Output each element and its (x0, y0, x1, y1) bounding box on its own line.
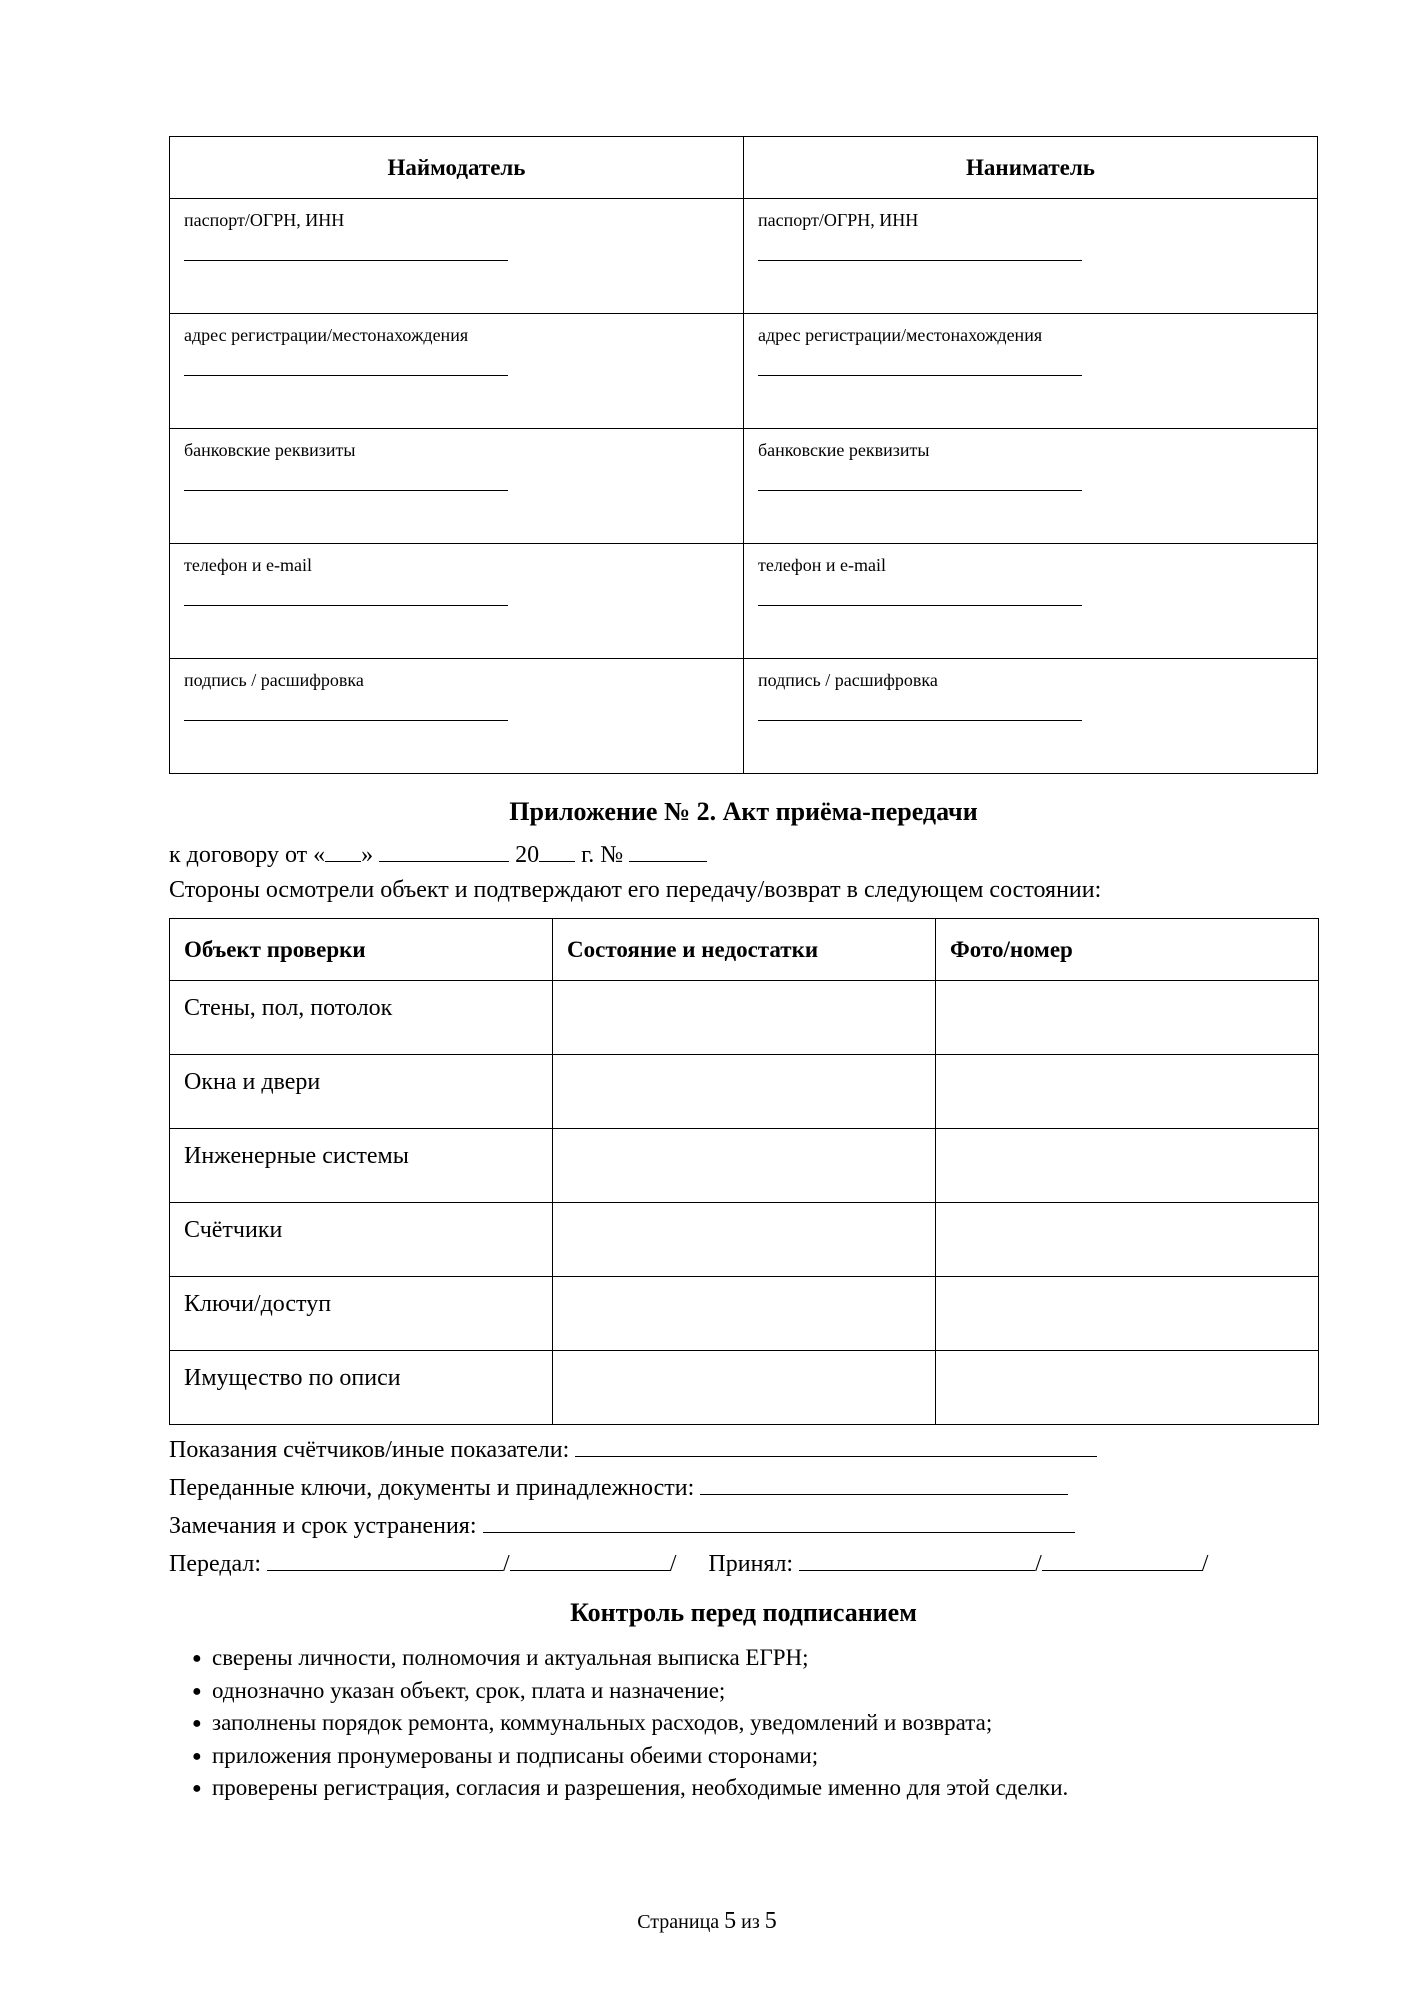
object-cell: Ключи/доступ (170, 1277, 553, 1351)
current-page-number: 5 (724, 1908, 737, 1934)
tenant-contact-cell[interactable] (744, 544, 1318, 659)
photo-cell[interactable] (936, 981, 1319, 1055)
act-intro: Стороны осмотрели объект и подтверждают его передачу/возврат в следующем состоянии: (169, 877, 1102, 903)
object-cell: Окна и двери (170, 1055, 553, 1129)
contract-ref-text: 20 (509, 842, 540, 868)
year-blank[interactable] (539, 839, 575, 862)
page-footer (0, 1908, 1414, 1935)
object-cell: Счётчики (170, 1203, 553, 1277)
photo-cell[interactable] (936, 1055, 1319, 1129)
fill-line (758, 260, 1082, 261)
list-item (192, 1642, 1068, 1675)
table-row (170, 981, 1319, 1055)
list-item (192, 1740, 1068, 1773)
fill-line (184, 490, 508, 491)
landlord-header: Наймодатель (170, 137, 744, 199)
number-blank[interactable] (629, 839, 707, 862)
object-cell: Имущество по описи (170, 1351, 553, 1425)
table-row (170, 1277, 1319, 1351)
field-label: подпись / расшифровка (184, 670, 364, 690)
separator-slash: / (1201, 1551, 1209, 1577)
condition-cell[interactable] (553, 1055, 936, 1129)
photo-cell[interactable] (936, 1129, 1319, 1203)
fill-line (758, 720, 1082, 721)
fill-line (184, 375, 508, 376)
tenant-id-cell[interactable] (744, 199, 1318, 314)
meters-blank[interactable] (575, 1434, 1097, 1457)
tenant-signature-cell[interactable] (744, 659, 1318, 774)
photo-column-header: Фото/номер (936, 919, 1319, 981)
bullet-icon: ● (192, 1780, 202, 1797)
received-name-blank[interactable] (1042, 1548, 1202, 1571)
table-row (170, 314, 1318, 429)
list-item-text: заполнены порядок ремонта, коммунальных расходов, уведомлений и возврата; (212, 1710, 993, 1735)
table-row (170, 1055, 1319, 1129)
condition-cell[interactable] (553, 981, 936, 1055)
landlord-bank-cell[interactable] (170, 429, 744, 544)
fill-line (758, 375, 1082, 376)
separator-slash: / (669, 1551, 677, 1577)
field-label: банковские реквизиты (184, 440, 356, 460)
list-item-text: однозначно указан объект, срок, плата и назначение; (212, 1677, 726, 1703)
field-label: паспорт/ОГРН, ИНН (758, 210, 919, 230)
table-row (170, 659, 1318, 774)
fill-line (184, 720, 508, 721)
table-row (170, 1351, 1319, 1425)
object-cell: Стены, пол, потолок (170, 981, 553, 1055)
condition-cell[interactable] (553, 1203, 936, 1277)
photo-cell[interactable] (936, 1203, 1319, 1277)
parties-table (169, 136, 1318, 774)
list-item-text: сверены личности, полномочия и актуальная выписка ЕГРН; (212, 1645, 809, 1670)
bullet-icon: ● (192, 1747, 202, 1765)
gave-name-blank[interactable] (510, 1548, 670, 1571)
handover-line (169, 1548, 1208, 1578)
bullet-icon: ● (192, 1715, 202, 1732)
meters-label: Показания счётчиков/иные показатели: (169, 1437, 576, 1463)
field-label: телефон и e-mail (184, 555, 312, 575)
field-label: адрес регистрации/местонахождения (758, 325, 1043, 345)
gave-label: Передал: (169, 1551, 268, 1577)
keys-blank[interactable] (700, 1472, 1068, 1495)
table-row (170, 1203, 1319, 1277)
landlord-contact-cell[interactable] (170, 544, 744, 659)
landlord-address-cell[interactable] (170, 314, 744, 429)
photo-cell[interactable] (936, 1351, 1319, 1425)
object-column-header: Объект проверки (170, 919, 553, 981)
meters-line (169, 1434, 1097, 1464)
landlord-id-cell[interactable] (170, 199, 744, 314)
bullet-icon: ● (192, 1682, 202, 1700)
table-row (170, 429, 1318, 544)
fill-line (758, 605, 1082, 606)
field-label: адрес регистрации/местонахождения (184, 325, 469, 345)
control-title: Контроль перед подписанием (570, 1598, 917, 1627)
tenant-header: Наниматель (744, 137, 1318, 199)
fill-line (184, 260, 508, 261)
table-row (170, 199, 1318, 314)
received-signature-blank[interactable] (799, 1548, 1035, 1571)
condition-cell[interactable] (553, 1277, 936, 1351)
separator-slash: / (1035, 1551, 1042, 1577)
table-row (170, 544, 1318, 659)
keys-line (169, 1472, 1068, 1502)
table-row (170, 1129, 1319, 1203)
keys-label: Переданные ключи, документы и принадлежности: (169, 1475, 701, 1501)
list-item (192, 1707, 1068, 1740)
gave-signature-blank[interactable] (267, 1548, 503, 1571)
list-item-text: приложения пронумерованы и подписаны обеими сторонами; (212, 1742, 819, 1768)
contract-ref-text: к договору от « (169, 842, 326, 868)
remarks-line (169, 1510, 1075, 1540)
month-blank[interactable] (379, 839, 509, 862)
appendix-title: Приложение № 2. Акт приёма-передачи (509, 797, 978, 826)
page-of-label: из (741, 1911, 760, 1933)
total-pages-number: 5 (764, 1908, 777, 1934)
page-label: Страница (637, 1911, 720, 1933)
condition-column-header: Состояние и недостатки (553, 919, 936, 981)
act-table (169, 918, 1319, 1425)
list-item (192, 1772, 1068, 1805)
field-label: телефон и e-mail (758, 555, 886, 575)
contract-ref-text: » (361, 842, 380, 868)
tenant-bank-cell[interactable] (744, 429, 1318, 544)
condition-cell[interactable] (553, 1351, 936, 1425)
field-label: банковские реквизиты (758, 440, 930, 460)
contract-ref-text: г. № (575, 842, 630, 868)
separator-slash: / (503, 1551, 510, 1577)
list-item-text: проверены регистрация, согласия и разрешения, необходимые именно для этой сделки. (212, 1775, 1069, 1800)
field-label: паспорт/ОГРН, ИНН (184, 210, 345, 230)
bullet-icon: ● (192, 1650, 202, 1667)
landlord-signature-cell[interactable] (170, 659, 744, 774)
control-checklist (192, 1642, 1068, 1805)
fill-line (184, 605, 508, 606)
received-label: Принял: (708, 1551, 800, 1577)
photo-cell[interactable] (936, 1277, 1319, 1351)
remarks-blank[interactable] (483, 1510, 1075, 1533)
field-label: подпись / расшифровка (758, 670, 938, 690)
condition-cell[interactable] (553, 1129, 936, 1203)
fill-line (758, 490, 1082, 491)
list-item (192, 1675, 1068, 1708)
day-blank[interactable] (325, 839, 361, 862)
tenant-address-cell[interactable] (744, 314, 1318, 429)
remarks-label: Замечания и срок устранения: (169, 1513, 483, 1539)
contract-reference (169, 839, 707, 869)
object-cell: Инженерные системы (170, 1129, 553, 1203)
